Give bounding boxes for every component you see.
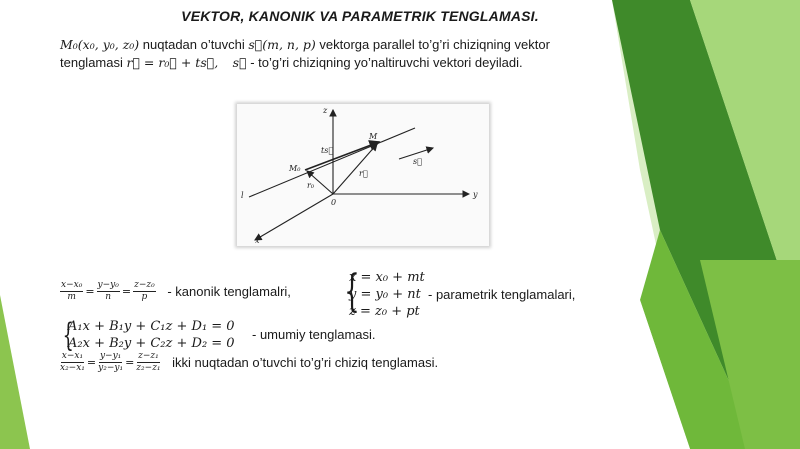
- canonical-equation: $\frac{\text{x−x₀}}{m}$ = $\frac{\text{y−y₀}}{n}$ = $\frac{\text{z−z₀}}{p}$ - kanonik tenglamalri,: [61, 280, 291, 302]
- diagram-svg: [237, 104, 489, 246]
- label-M: M: [369, 132, 378, 141]
- fraction-x: $\frac{\text{x−x₀}}{m}$: [61, 280, 83, 302]
- parametric-system: [349, 269, 425, 320]
- intro-text-4: - to’g’ri chiziqning yo’naltiruvchi vektori deyiladi.: [246, 55, 523, 70]
- intro-paragraph: [60, 36, 630, 72]
- point-m0: M₀(x₀, y₀, z₀): [60, 37, 140, 52]
- vector-s: s⃗(m, n, p): [248, 37, 316, 52]
- general-line-2: A₂x + B₂y + C₂z + D₂ = 0: [68, 336, 235, 351]
- two-point-equation: $\frac{\text{x−x₁}}{\text{x₂−x₁}}$ = $\frac{\text{y−y₁}}{\text{y₂−y₁}}$ = $\frac{\text{z−z₁}}{\text{z₂−z₁}}$ ikki nuqtadan o’tuvchi to’g’ri chiziq tenglamasi.: [60, 351, 439, 373]
- parametric-brace: {: [344, 266, 360, 317]
- fraction-z1: $\frac{\text{z−z₁}}{\text{z₂−z₁}}$: [136, 351, 161, 373]
- label-origin: 0: [331, 198, 337, 207]
- fraction-y1: $\frac{\text{y−y₁}}{\text{y₂−y₁}}$: [98, 351, 124, 373]
- left-green-corner: [0, 295, 30, 449]
- canonical-label: - kanonik tenglamalri,: [167, 284, 291, 299]
- fraction-x1: $\frac{\text{x−x₁}}{\text{x₂−x₁}}$: [60, 351, 85, 373]
- s-symbol: s⃗: [232, 55, 247, 70]
- label-y: y: [473, 190, 478, 199]
- x-axis: [255, 194, 333, 240]
- general-line-1: A₁x + B₁y + C₁z + D₁ = 0: [68, 319, 235, 334]
- label-s: s⃗: [413, 157, 422, 166]
- parametric-label: - parametrik tenglamalari,: [428, 287, 576, 302]
- fraction-y: $\frac{\text{y−y₀}}{n}$: [97, 280, 119, 302]
- general-brace: {: [62, 316, 74, 354]
- fraction-z: $\frac{\text{z−z₀}}{p}$: [134, 280, 155, 302]
- label-r0: r₀: [307, 181, 315, 190]
- slide-title: VEKTOR, KANONIK VA PARAMETRIK TENGLAMASI.: [181, 8, 539, 24]
- line-l: [249, 128, 415, 197]
- intro-text-3: tenglamasi: [60, 55, 127, 70]
- parametric-line-z: z = z₀ + pt: [349, 304, 420, 319]
- label-r: r⃗: [359, 169, 368, 178]
- parametric-line-x: x = x₀ + mt: [349, 270, 425, 285]
- intro-text-2: vektorga parallel to’g’ri chiziqning vektor: [315, 37, 550, 52]
- label-M0: M₀: [289, 164, 301, 173]
- general-system: [68, 318, 235, 352]
- line-diagram: [237, 104, 489, 246]
- two-point-label: ikki nuqtadan o’tuvchi to’g’ri chiziq tenglamasi.: [172, 355, 439, 370]
- general-label: - umumiy tenglamasi.: [252, 327, 376, 342]
- vector-equation: r⃗ = r₀⃗ + ts⃗,: [126, 55, 219, 70]
- label-ts: ts⃗: [321, 146, 334, 155]
- intro-text-1: nuqtadan o’tuvchi: [139, 37, 249, 52]
- ts-vector: [305, 142, 379, 170]
- label-l: l: [241, 191, 244, 200]
- parametric-line-y: y = y₀ + nt: [349, 287, 421, 302]
- label-x: x: [255, 236, 260, 245]
- label-z: z: [323, 106, 328, 115]
